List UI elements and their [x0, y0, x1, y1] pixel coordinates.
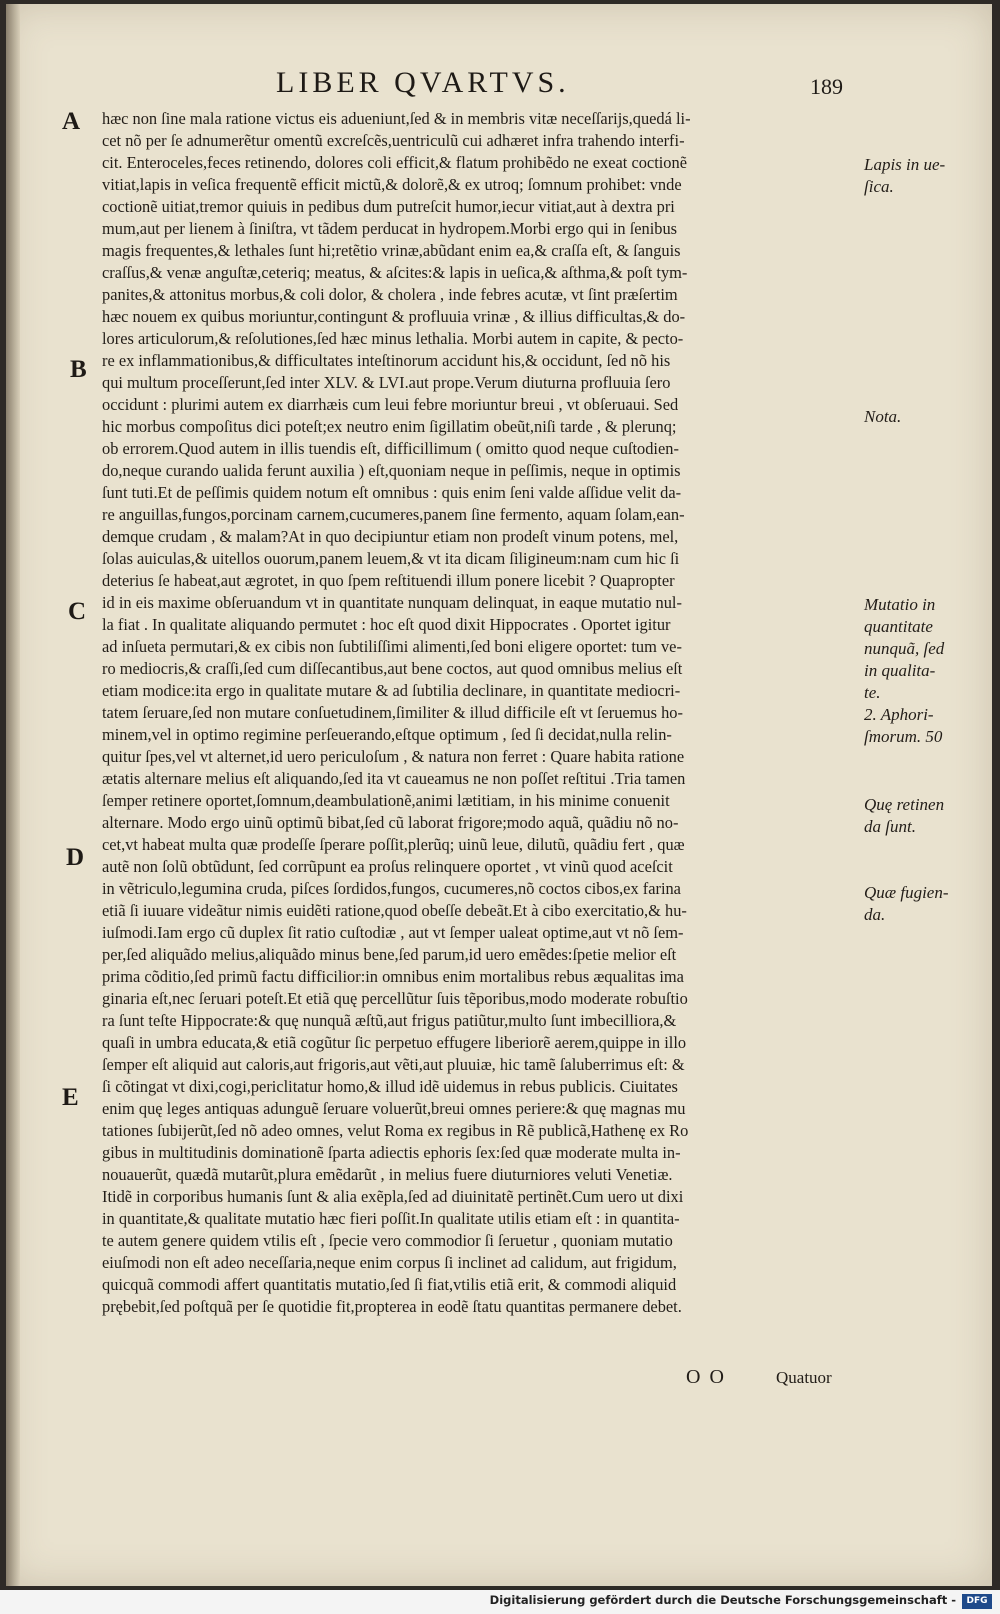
digitization-footer [0, 1590, 1000, 1614]
margin-note: Nota. [864, 407, 902, 426]
margin-note: Quę retinen [864, 795, 945, 814]
book-page [6, 4, 992, 1586]
catchword: Quatuor [776, 1368, 832, 1387]
text-line: mum,aut per lienem à ſiniſtra, vt tãdem perducat in hydropem.Morbi ergo qui in ſenibus [102, 219, 678, 238]
dfg-logo: DFG [962, 1594, 992, 1609]
running-title: LIBER QVARTVS. [276, 66, 570, 99]
text-line: nouauerũt, quædã mutarũt,plura emẽdarũt , in melius fuere diuturniores veluti Venetiæ. [102, 1165, 673, 1184]
text-line: autẽ non ſolũ obtũdunt, ſed corrũpunt ea proſus relinquere oportet , vt vinũ quod aceſcit [102, 857, 673, 876]
text-line: cit. Enteroceles,feces retinendo, dolores coli efficit,& flatum prohibẽdo ne exeat coctionẽ [102, 153, 687, 172]
text-line: id in eis maxime obſeruandum vt in quantitate nunquam delinquat, in eaque mutatio nul- [102, 593, 682, 612]
text-line: do,neque curando ualida ferunt auxilia ) eſt,quoniam neque in peſſimis, neque in optimis [102, 461, 681, 480]
text-line: vitiat,lapis in veſica frequentẽ efficit mictũ,& dolorẽ,& ex utroq; ſomnum prohibet: vnde [102, 175, 682, 194]
margin-note: 2. Aphori- [864, 705, 934, 724]
text-line: tatem ſeruare,ſed non mutare conſuetudinem,ſimiliter & illud difficile eſt vt ſeruemus ho- [102, 703, 683, 722]
text-line: hic morbus compoſitus dici poteſt;ex neutro enim ſigillatim obeũt,niſi tarde , & plerunq; [102, 417, 677, 436]
text-line: quicquã commodi affert quantitatis mutatio,ſed ſi fiat,vtilis etiã erit, & commodi aliquid [102, 1275, 677, 1294]
text-line: hæc nouem ex quibus moriuntur,contingunt & profluuia vrinæ , & illius difficultas,& do- [102, 307, 686, 326]
margin-note: in qualita- [864, 661, 936, 680]
text-line: ginaria eſt,nec ſeruari poteſt.Et etiã quę percellũtur ſuis tẽporibus,modo moderate robuſtio [102, 989, 688, 1008]
text-line: cet nõ per ſe adnumerẽtur omentũ excreſcẽs,uentriculũ cui adhæret infra trahendo interfi- [102, 131, 685, 150]
margin-note: Mutatio in [864, 595, 936, 614]
margin-note: ſmorum. 50 [864, 727, 943, 746]
text-line: prębebit,ſed poſtquã per ſe quotidie fit,propterea in eodẽ ſtatu quantitas permanere debet. [102, 1297, 682, 1316]
text-line: ſunt tuti.Et de peſſimis quidem notum eſt omnibus : quis enim ſeni valde aſſidue velit da- [102, 483, 682, 502]
text-line [102, 1318, 858, 1340]
text-line: etiã ſi iuuare videãtur nimis euidẽti ratione,quod obeſſe debeãt.Et à cibo exercitatio,& hu- [102, 901, 687, 920]
text-line: qui multum proceſſerunt,ſed inter XLV. & LVI.aut prope.Verum diuturna profluuia ſero [102, 373, 671, 392]
text-line: coctionẽ uitiat,tremor quiuis in pedibus dum putreſcit humor,iecur vitiat,aut à dextra pri [102, 197, 675, 216]
margin-note: Lapis in ue- [864, 155, 946, 174]
section-letter-b: B [70, 356, 87, 383]
section-letter-d: D [66, 844, 85, 871]
text-line: cet,vt habeat multa quæ prodeſſe ſperare poſſit,plerũq; uinũ leue, dilutũ, quãdiu fert , quæ [102, 835, 685, 854]
text-line: magis frequentes,& lethales ſunt hi;retẽtio vrinæ,abũdant enim ea,& craſſa eſt, & ſanguis [102, 241, 681, 260]
text-line: ad inſueta permutari,& ex cibis non ſubtiliſſimi alimenti,ſed boni eligere oportet: tum ve- [102, 637, 682, 656]
text-line: minem,vel in optimo regimine perſeuerando,eſtque optimum , ſed ſi decidat,nulla relin- [102, 725, 672, 744]
text-line: ob errorem.Quod autem in illis tuendis eſt, difficillimum ( omitto quod neque cuſtodien- [102, 439, 679, 458]
text-line: deterius ſe habeat,aut ægrotet, in quo ſpem reſtituendi illum ponere licebit ? Quapropter [102, 571, 675, 590]
text-line: craſſus,& venæ anguſtæ,ceteriq; meatus, & aſcites:& lapis in ueſica,& aſthma,& poſt tym- [102, 263, 688, 282]
text-line: in quantitate,& qualitate mutatio hæc fieri poſſit.In qualitate utilis etiam eſt : in quantita- [102, 1209, 680, 1228]
funding-credit: Digitalisierung gefördert durch die Deutsche Forschungsgemeinschaft - [489, 1593, 956, 1607]
text-line: panites,& attonitus morbus,& coli dolor, & cholera , inde febres acutæ, vt ſint præſertim [102, 285, 678, 304]
text-line: etiam modice:ita ergo in qualitate mutare & ad ſubtilia declinare, in quantitate mediocri- [102, 681, 681, 700]
margin-note: da ſunt. [864, 817, 916, 836]
text-line: ro mediocris,& craſſi,ſed cum diſſecantibus,aut bene coctos, aut quod omnibus melius eſt [102, 659, 683, 678]
text-line: hæc non ſine mala ratione victus eis adueniunt,ſed & in membris vitæ neceſſarijs,quedá li- [102, 109, 691, 128]
section-letter-c: C [68, 598, 87, 625]
text-line: iuſmodi.Iam ergo cũ duplex ſit ratio cuſtodiæ , aut vt ſemper ualeat optime,aut vt nõ ſem- [102, 923, 684, 942]
book-spine-shadow [6, 4, 20, 1586]
text-line: quitur ſpes,vel vt alternet,id uero periculoſum , & natura non ferret : Quare habita ratione [102, 747, 685, 766]
text-line: ſemper eſt aliquid aut caloris,aut frigoris,aut vẽti,aut pluuiæ, hic tamẽ ſaluberrimus eſt: & [102, 1055, 685, 1074]
section-letter-e: E [62, 1084, 79, 1111]
text-line: in vẽtriculo,legumina cruda, piſces ſordidos,fungos, cucumeres,nõ coctos cibos,ex farina [102, 879, 681, 898]
text-line: te autem genere quidem vtilis eſt , ſpecie vero commodior ſi ſeruetur , quoniam mutatio [102, 1231, 673, 1250]
text-line: Itidẽ in corporibus humanis ſunt & alia exẽpla,ſed ad diuinitatẽ pertinẽt.Cum uero ut dixi [102, 1187, 684, 1206]
text-line: ætatis alternare melius eſt aliquando,ſed ita vt caueamus ne non poſſet reſtitui .Tria tamen [102, 769, 686, 788]
margin-note: te. [864, 683, 881, 702]
margin-note: quantitate [864, 617, 933, 636]
text-line: lores articulorum,& reſolutiones,ſed hæc minus lethalia. Morbi autem in capite, & pecto- [102, 329, 684, 348]
text-line: ſemper retinere oportet,ſomnum,deambulationẽ,animi lætitiam, in his minime conuenit [102, 791, 670, 810]
text-line: re anguillas,fungos,porcinam carnem,cucumeres,panem ſine fermento, aquam ſolam,ean- [102, 505, 685, 524]
text-line: ſi cõtingat vt dixi,cogi,periclitatur homo,& illud idẽ uidemus in rebus publicis. Ciuitates [102, 1077, 678, 1096]
section-letter-a: A [62, 108, 81, 135]
text-line: alternare. Modo ergo uinũ optimũ bibat,ſed cũ laborat frigore;modo aquã, quãdiu nõ no- [102, 813, 679, 832]
text-line: prima cõditio,ſed primũ factu difficilior:in omnibus enim mortalibus rebus æqualitas ima [102, 967, 684, 986]
text-line: gibus in multitudinis dominationẽ ſparta adiectis ephoris ſex:ſed quæ moderate multa in- [102, 1143, 681, 1162]
text-line: la fiat . In qualitate aliquando permutet : hoc eſt quod dixit Hippocrates . Oportet igitur [102, 615, 671, 634]
signature-mark: O O [686, 1366, 726, 1388]
text-line: demque crudam , & malam?At in quo decipiuntur etiam non prodeſt vinum potens, mel, [102, 527, 679, 546]
margin-note: ſica. [864, 177, 894, 196]
body-text [102, 108, 858, 1340]
page-number: 189 [810, 74, 843, 99]
margin-note: nunquã, ſed [864, 639, 945, 658]
text-line: enim quę leges antiquas adunguẽ ſeruare voluerũt,breui omnes periere:& quę magnas mu [102, 1099, 686, 1118]
margin-note: da. [864, 905, 886, 924]
text-line: occidunt : plurimi autem ex diarrhæis cum leui febre moriuntur breui , vt obſeruaui. Sed [102, 395, 679, 414]
text-line: tationes ſubijerũt,ſed nõ adeo omnes, velut Roma ex regibus in Rẽ publicã,Hathenę ex Ro [102, 1121, 689, 1140]
text-line: re ex inflammationibus,& difficultates inteſtinorum accidunt his,& occidunt, ſed nõ his [102, 351, 671, 370]
text-line: ſolas auiculas,& uitellos ouorum,panem leuem,& vt ita dicam ſiligineum:nam cum hic ſi [102, 549, 680, 568]
text-line: ra ſunt teſte Hippocrate:& quę nunquã æſtũ,aut frigus patiũtur,multo ſunt imbecilliora,& [102, 1011, 677, 1030]
text-line: per,ſed aliquãdo melius,aliquãdo minus bene,ſed parum,id uero emẽdes:ſpetie melior eſt [102, 945, 677, 964]
text-line: eiuſmodi non eſt adeo neceſſaria,neque enim corpus ſi inclinet ad calidum, aut frigidum, [102, 1253, 677, 1272]
text-line: quaſi in umbra educata,& etiã cogũtur ſic perpetuo effugere liberiorẽ aerem,quippe in illo [102, 1033, 687, 1052]
margin-note: Quæ fugien- [864, 883, 949, 902]
